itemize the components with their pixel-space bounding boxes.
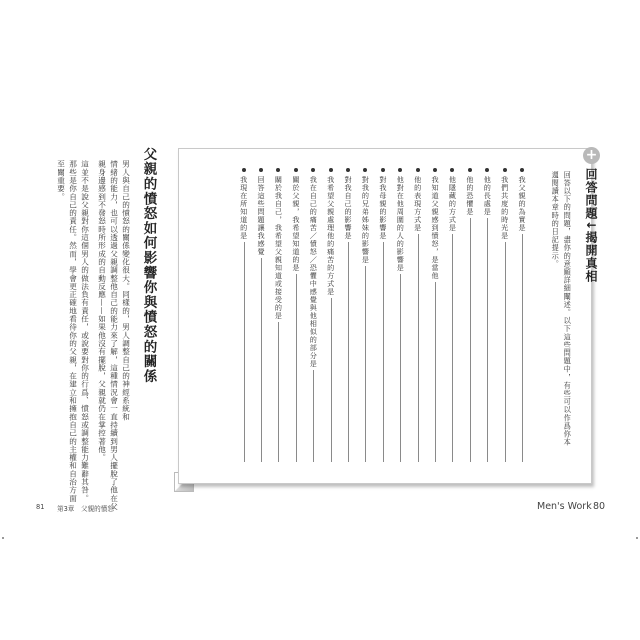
worksheet-title: 回答問題↓揭開真相 (584, 168, 598, 284)
answer-line[interactable] (313, 370, 314, 462)
bullet-dot-icon (416, 168, 420, 172)
answer-line[interactable] (331, 298, 332, 462)
prompt-text: 對我母親的影響是 (378, 176, 388, 240)
body-column-1: 男人與自己的憤怒的關係變化很大。同樣的，男人調整自己的神經系統和 (121, 160, 131, 421)
prompt-item (380, 168, 387, 240)
prompt-item (519, 168, 526, 232)
answer-line[interactable] (365, 266, 366, 462)
answer-line[interactable] (400, 274, 401, 462)
bullet-dot-icon (311, 168, 315, 172)
prompt-item (467, 168, 474, 216)
prompt-item (449, 168, 456, 232)
bullet-dot-icon (450, 168, 454, 172)
prompt-text: 我現在所知道的是 (239, 176, 249, 240)
prompt-item (345, 168, 352, 240)
section-heading: 父親的憤怒如何影響你與憤怒的關係 (140, 147, 157, 384)
bullet-dot-icon (276, 168, 280, 172)
prompt-text: 關於父親，我希望知道的是 (291, 176, 301, 272)
prompt-item (397, 168, 404, 272)
answer-line[interactable] (278, 322, 279, 462)
bullet-dot-icon (294, 168, 298, 172)
answer-line[interactable] (261, 258, 262, 462)
body-column-5: 那些是你自己的責任。然而，學會更正確地看待你的父親，在建立和擁抱自己的主權和自治方面 (68, 160, 78, 503)
right-page-number: 80 (593, 501, 606, 512)
prompt-item (258, 168, 265, 256)
prompt-text: 我希望父親處理他的痛苦的方式是 (326, 176, 336, 296)
bullet-dot-icon (503, 168, 507, 172)
bullet-dot-icon (468, 168, 472, 172)
answer-line[interactable] (435, 282, 436, 462)
answer-line[interactable] (296, 274, 297, 462)
body-column-2: 情緒的能力，也可以透過父親調整他自己的能力來了解，這種情況會一直持續到男人擺脫了他在父 (109, 160, 119, 511)
body-column-4: 這並不是說父親對你這個男人的做法負有責任，或說要對你的行爲、憤怒或調整能力難辭其咎。 (80, 160, 90, 503)
prompt-text: 我們共度的時光是 (500, 176, 510, 240)
answer-line[interactable] (383, 242, 384, 462)
bullet-dot-icon (259, 168, 263, 172)
prompt-text: 他的長處是 (483, 176, 493, 216)
prompt-item (362, 168, 369, 264)
worksheet-intro-1: 回答以下的問題，盡你的意願詳細闡述。以下這些問題中，有些可以作爲你本 (563, 171, 573, 447)
prompt-item (502, 168, 509, 240)
prompt-item (432, 168, 439, 280)
prompt-text: 關於我自己，我希望父親知道或接受的是 (274, 176, 284, 320)
right-book-title: Men's Work (537, 501, 592, 512)
bullet-dot-icon (363, 168, 367, 172)
answer-line[interactable] (487, 218, 488, 462)
prompt-item (241, 168, 248, 240)
prompt-text: 我父親的為實是 (518, 176, 528, 232)
bullet-dot-icon (520, 168, 524, 172)
prompt-text: 他的恐懼是 (465, 176, 475, 216)
bullet-dot-icon (242, 168, 246, 172)
prompt-item (293, 168, 300, 272)
prompt-text: 我知道父親感到憤怒，是當他 (431, 176, 441, 280)
prompt-text: 回答這些問題讓我感覺 (257, 176, 267, 256)
bullet-dot-icon (433, 168, 437, 172)
answer-line[interactable] (244, 242, 245, 462)
left-chapter-label: 第3章 父親的憤怒 (57, 505, 114, 513)
answer-line[interactable] (452, 234, 453, 462)
prompt-item (310, 168, 317, 368)
bullet-dot-icon (381, 168, 385, 172)
body-column-6: 至關重要。 (56, 160, 66, 201)
prompt-text: 對我的兄弟姊妹的影響是 (361, 176, 371, 264)
answer-line[interactable] (470, 218, 471, 462)
prompt-item (328, 168, 335, 296)
prompt-text: 對我自己的影響是 (344, 176, 354, 240)
bullet-dot-icon (346, 168, 350, 172)
prompt-text: 他的表現方式是 (413, 176, 423, 232)
answer-line[interactable] (505, 242, 506, 462)
bullet-dot-icon (329, 168, 333, 172)
bullet-dot-icon (398, 168, 402, 172)
prompt-text: 他對在他周圍的人的影響是 (396, 176, 406, 272)
prompt-item (484, 168, 491, 216)
crop-mark-left (2, 537, 4, 539)
body-column-3: 親身邊感到不發怒時所形成的自動反應——如果他沒有擺脫，父親就仍在掌控著他。 (97, 160, 107, 462)
bullet-dot-icon (485, 168, 489, 172)
left-page-number: 81 (36, 503, 45, 511)
prompt-text: 他隱藏的方式是 (448, 176, 458, 232)
prompt-item (275, 168, 282, 320)
answer-line[interactable] (418, 234, 419, 462)
prompt-text: 我在自己的痛苦／憤怒／恐懼中感覺與他相似的部分是 (309, 176, 319, 368)
plus-icon: + (583, 147, 600, 164)
answer-line[interactable] (348, 242, 349, 462)
prompt-item (415, 168, 422, 232)
answer-line[interactable] (522, 234, 523, 462)
worksheet-intro-2: 週閱讀本章時的日記提示。 (551, 171, 561, 269)
crop-mark-right (636, 537, 638, 539)
